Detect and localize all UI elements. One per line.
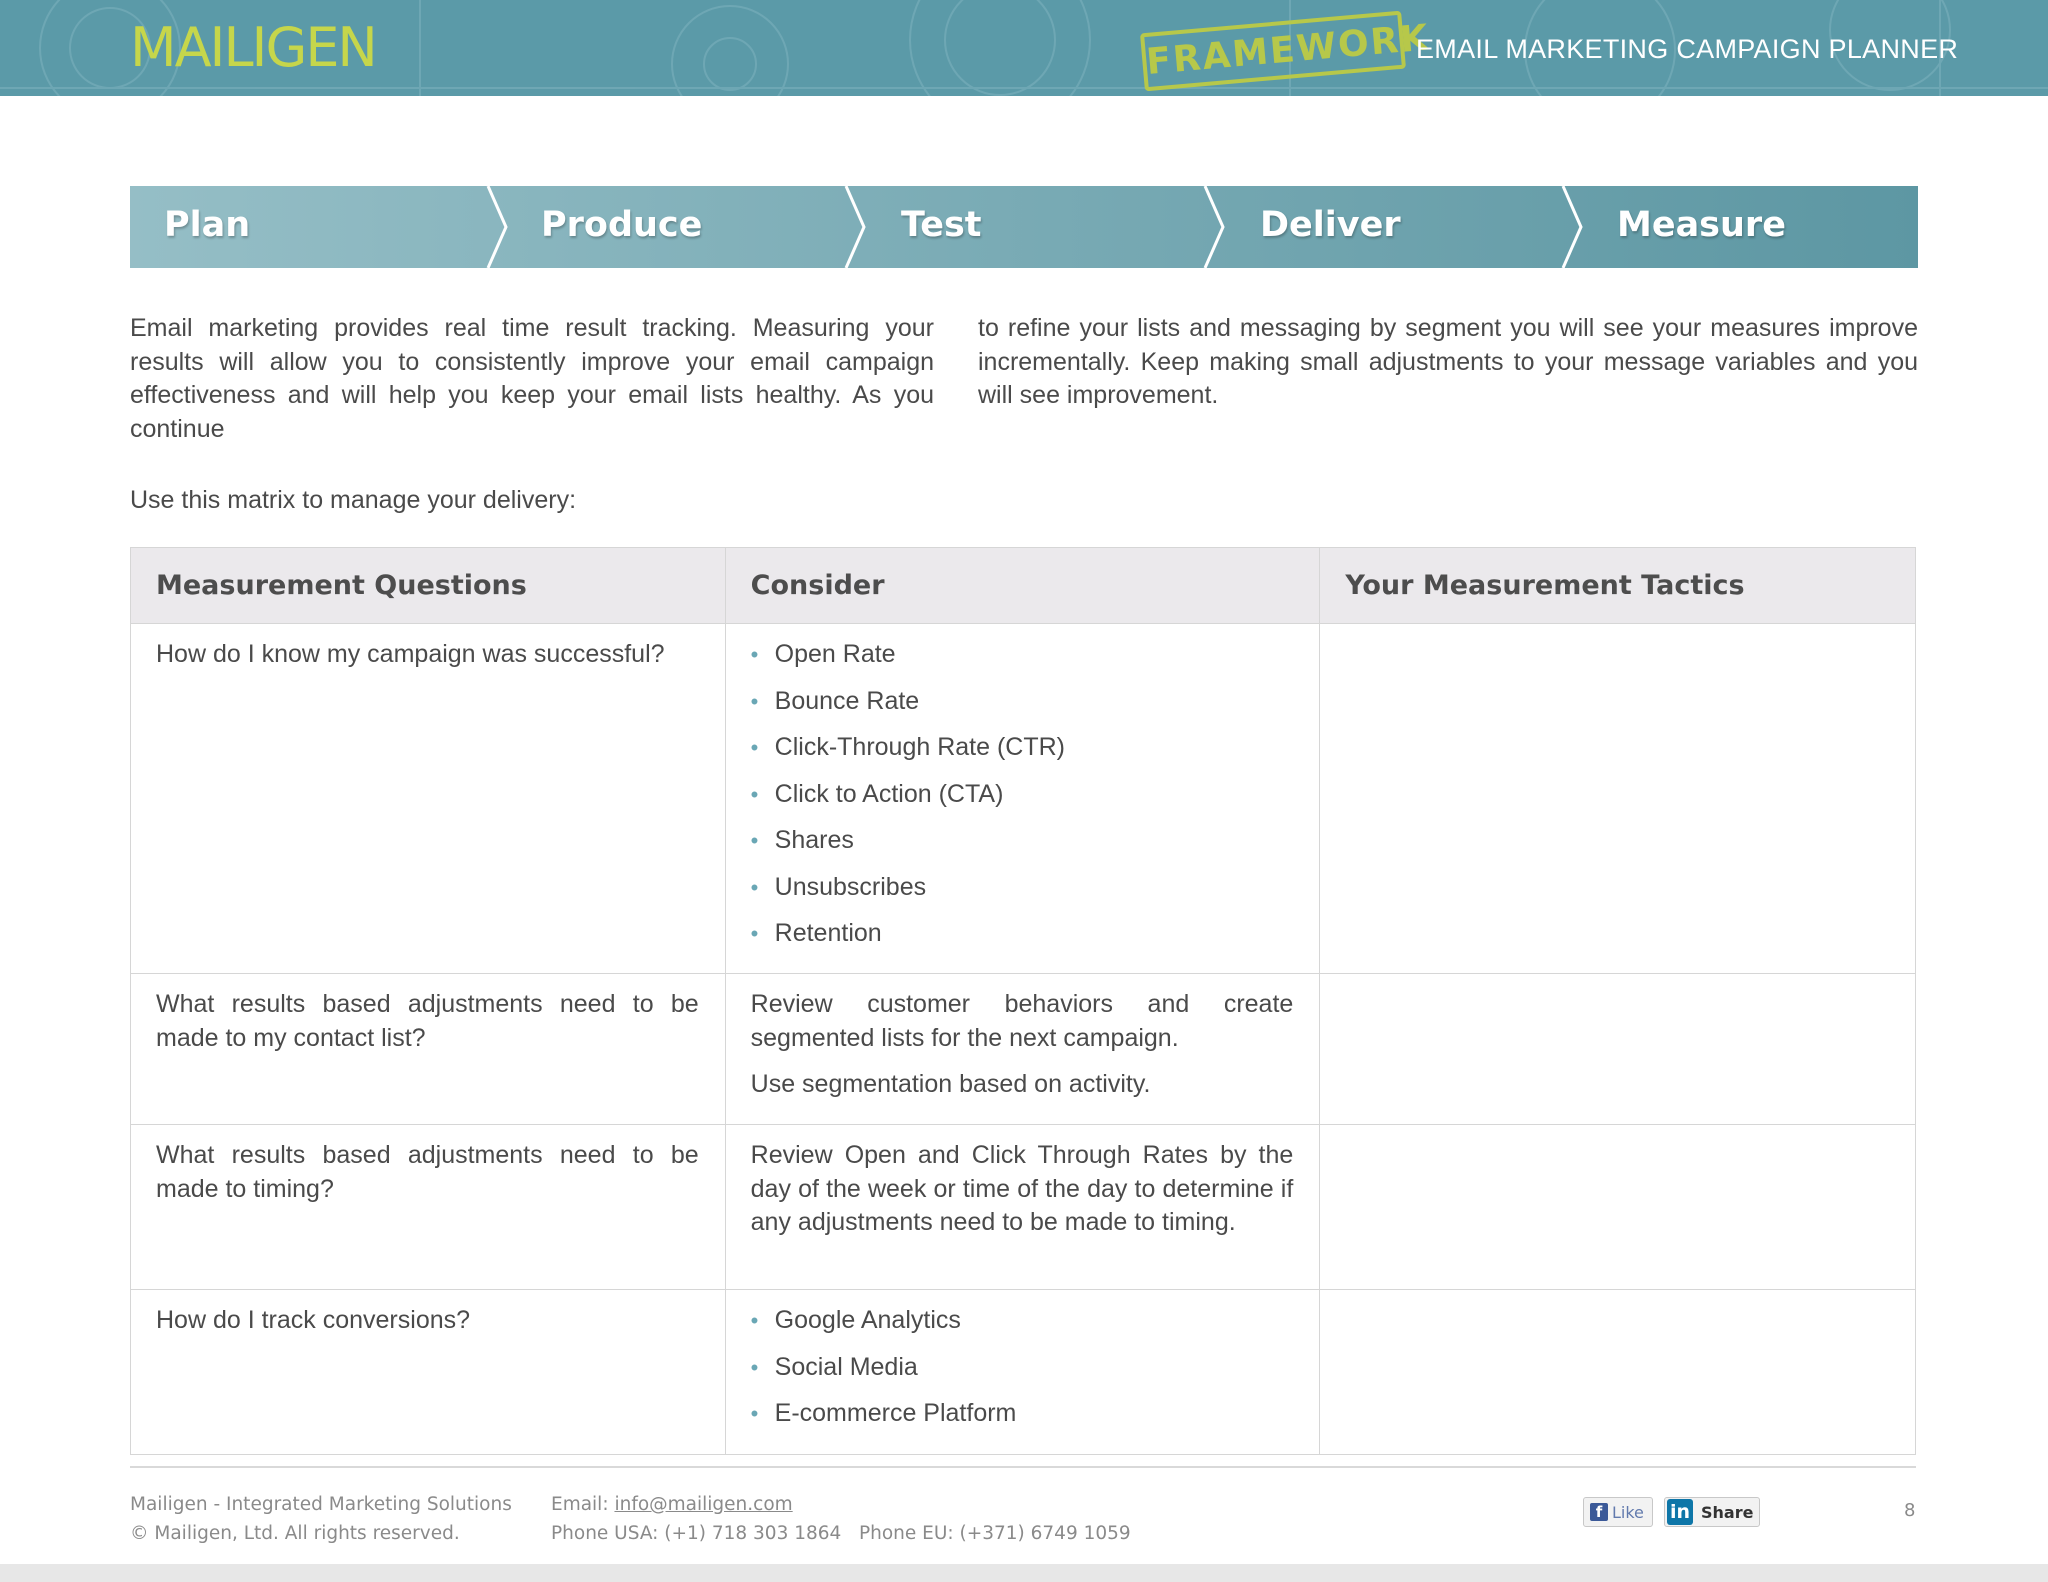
linkedin-icon: in (1667, 1499, 1693, 1525)
consider-list (751, 638, 1294, 951)
table-row (131, 1290, 1916, 1455)
list-item: • Retention (751, 917, 1294, 951)
consider-text: Use segmentation based on activity. (750, 1070, 1151, 1098)
consider-cell (725, 974, 1320, 1125)
framework-stamp: FRAMEWORK (1140, 11, 1406, 92)
step-plan: Plan (164, 205, 251, 245)
list-item: • E-commerce Platform (751, 1397, 1294, 1431)
facebook-like-button[interactable] (1583, 1497, 1653, 1527)
document-title: EMAIL MARKETING CAMPAIGN PLANNER (1416, 34, 1959, 64)
footer-phone-usa: Phone USA: (+1) 718 303 1864 (551, 1523, 842, 1544)
list-item: • Open Rate (751, 638, 1294, 672)
consider-list (751, 1304, 1294, 1431)
mailigen-logo: MAILIGEN (130, 16, 376, 79)
question-cell: How do I track conversions? (131, 1290, 726, 1455)
header-your-measurement-tactics: Your Measurement Tactics (1320, 548, 1916, 624)
consider-cell (725, 624, 1320, 974)
bottom-strip (0, 1564, 2048, 1582)
process-steps (130, 186, 1918, 268)
intro-paragraph-left: Email marketing provides real time result tracking. Measuring your results will allow you to consistently improve your email campaign effectiveness and will help you keep your email lists healthy. As you continue (130, 314, 934, 443)
page-number: 8 (1904, 1500, 1916, 1521)
header-measurement-questions: Measurement Questions (131, 548, 726, 624)
consider-cell (725, 1290, 1320, 1455)
footer-company-info (130, 1490, 512, 1548)
tactics-cell (1320, 1290, 1916, 1455)
step-produce: Produce (541, 205, 703, 245)
step-test: Test (901, 205, 982, 245)
matrix-intro: Use this matrix to manage your delivery: (130, 486, 577, 514)
consider-cell (725, 1125, 1320, 1290)
tactics-cell (1320, 1125, 1916, 1290)
footer-email-link[interactable]: info@mailigen.com (614, 1494, 793, 1515)
facebook-icon: f (1590, 1503, 1608, 1521)
list-item: • Click to Action (CTA) (751, 778, 1294, 812)
question-cell: What results based adjustments need to be made to timing? (131, 1125, 726, 1290)
footer-phones (551, 1519, 1131, 1548)
list-item: • Google Analytics (751, 1304, 1294, 1338)
table-row (131, 974, 1916, 1125)
list-item: • Shares (751, 824, 1294, 858)
step-deliver: Deliver (1260, 205, 1401, 245)
like-label: Like (1612, 1502, 1644, 1522)
matrix-header-row (131, 548, 1916, 624)
footer-divider (130, 1466, 1916, 1468)
list-item: • Click-Through Rate (CTR) (751, 731, 1294, 765)
footer-phone-eu: Phone EU: (+371) 6749 1059 (858, 1523, 1131, 1544)
footer-copyright: © Mailigen, Ltd. All rights reserved. (130, 1523, 460, 1544)
footer-email-label: Email: (551, 1494, 615, 1515)
consider-text: Review Open and Click Through Rates by the day of the week or time of the day to determine if any adjustments need to be made to timing. (750, 1141, 1294, 1236)
list-item: • Unsubscribes (751, 871, 1294, 905)
question-cell: What results based adjustments need to be made to my contact list? (131, 974, 726, 1125)
table-row (131, 624, 1916, 974)
intro-paragraph-right: to refine your lists and messaging by segment you will see your measures improve incrementally. Keep making small adjustments to your message variables and you will see improvement. (978, 314, 1918, 409)
list-item: • Bounce Rate (751, 685, 1294, 719)
tactics-cell (1320, 974, 1916, 1125)
step-measure: Measure (1617, 205, 1786, 245)
measurement-matrix (130, 547, 1916, 1455)
header-banner (0, 0, 2048, 96)
footer-email-line (551, 1490, 1131, 1519)
tactics-cell (1320, 624, 1916, 974)
list-item: • Social Media (751, 1351, 1294, 1385)
linkedin-share-button[interactable] (1664, 1497, 1760, 1527)
share-label: Share (1701, 1502, 1754, 1522)
footer-company-name: Mailigen - Integrated Marketing Solutions (130, 1494, 512, 1515)
consider-text: Review customer behaviors and create segmented lists for the next campaign. (750, 990, 1294, 1052)
footer-contact-info (551, 1490, 1131, 1548)
table-row (131, 1125, 1916, 1290)
header-consider: Consider (725, 548, 1320, 624)
question-cell: How do I know my campaign was successful? (131, 624, 726, 974)
